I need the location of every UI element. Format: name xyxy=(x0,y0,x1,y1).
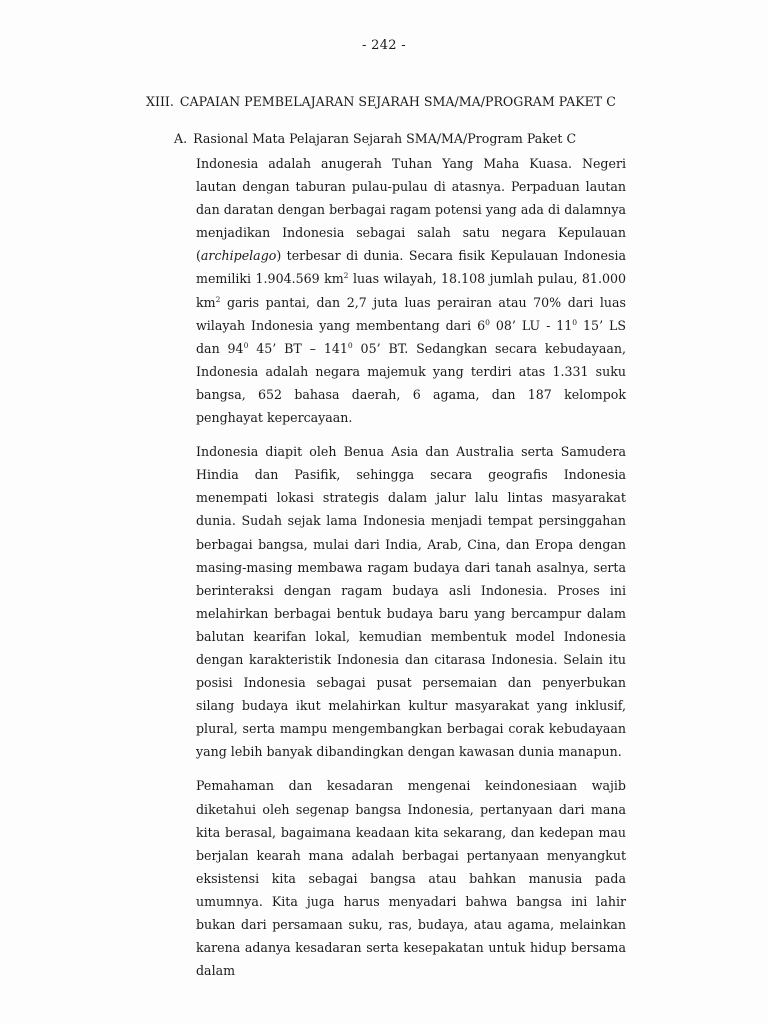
paragraph-1-text-g: 45’ BT – 141 xyxy=(248,340,348,356)
chapter-heading xyxy=(146,94,616,109)
section-title: Rasional Mata Pelajaran Sejarah SMA/MA/Program Paket C xyxy=(193,131,577,146)
superscript: 0 xyxy=(243,340,249,350)
chapter-title: CAPAIAN PEMBELAJARAN SEJARAH SMA/MA/PROGRAM PAKET C xyxy=(179,94,616,109)
paragraph-3: Pemahaman dan kesadaran mengenai keindonesiaan wajib diketahui oleh segenap bangsa Indonesia, pertanyaan dari mana kita berasal, bagaimana keadaan kita sekarang, dan kedepan mau berjalan kearah mana adalah berbagai pertanyaan menyangkut eksistensi kita sebagai bangsa atau bahkan manusia pada umumnya. Kita juga harus menyadari bahwa bangsa ini lahir bukan dari persamaan suku, ras, budaya, atau agama, melainkan karena adanya kesadaran serta kesepakatan untuk hidup bersama dalam xyxy=(196,778,626,979)
paragraph-1-text-e: 08’ LU - 11 xyxy=(489,317,573,333)
paragraph-1-text-f: 15’ LS dan 94 xyxy=(196,317,626,356)
page-number: - 242 - xyxy=(362,38,406,53)
paragraph-1 xyxy=(196,152,626,429)
paragraph-1-italic: archipelago xyxy=(200,248,277,264)
paragraph-1-text-d: garis pantai, dan 2,7 juta luas perairan atau 70% dari luas wilayah Indonesia yang membentang dari 6 xyxy=(196,294,626,333)
chapter-number: XIII. xyxy=(146,94,174,109)
section-letter: A. xyxy=(174,131,188,146)
section-heading xyxy=(174,131,576,146)
paragraph-2: Indonesia diapit oleh Benua Asia dan Australia serta Samudera Hindia dan Pasifik, sehingga secara geografis Indonesia menempati lokasi strategis dalam jalur lalu lintas masyarakat dunia. Sudah sejak lama Indonesia menjadi tempat persinggahan berbagai bangsa, mulai dari India, Arab, Cina, dan Eropa dengan masing-masing membawa ragam budaya dari tanah asalnya, serta berinteraksi dengan ragam budaya asli Indonesia. Proses ini melahirkan berbagai bentuk budaya baru yang bercampur dalam balutan kearifan lokal, kemudian membentuk model Indonesia dengan karakteristik Indonesia dan citarasa Indonesia. Selain itu posisi Indonesia sebagai pusat persemaian dan penyerbukan silang budaya ikut melahirkan kultur masyarakat yang inklusif, plural, serta mampu mengembangkan berbagai corak kebudayaan yang lebih banyak dibandingkan dengan kawasan dunia manapun. xyxy=(196,444,626,760)
superscript: 0 xyxy=(347,340,353,350)
body-text xyxy=(196,152,626,993)
superscript: 2 xyxy=(215,294,221,304)
paragraph-1-text-h: 05’ BT. Sedangkan secara kebudayaan, Indonesia adalah negara majemuk yang terdiri atas 1.331 suku bangsa, 652 bahasa daerah, 6 agama, dan 187 kelompok penghayat kepercayaan. xyxy=(196,340,626,426)
paragraph-1-text-b: ) terbesar di dunia. Secara fisik Kepulauan Indonesia memiliki 1.904.569 km xyxy=(196,248,626,287)
superscript: 0 xyxy=(572,317,578,327)
paragraph-1-text-c: luas wilayah, 18.108 jumlah pulau, 81.000 km xyxy=(196,271,626,310)
superscript: 0 xyxy=(485,317,490,327)
paragraph-1-text-a: Indonesia adalah anugerah Tuhan Yang Maha Kuasa. Negeri lautan dengan taburan pulau-pulau di atasnya. Perpaduan lautan dan daratan dengan berbagai ragam potensi yang ada di dalamnya menjadikan Indonesia sebagai salah satu negara Kepulauan ( xyxy=(196,156,626,264)
superscript: 2 xyxy=(343,271,349,281)
